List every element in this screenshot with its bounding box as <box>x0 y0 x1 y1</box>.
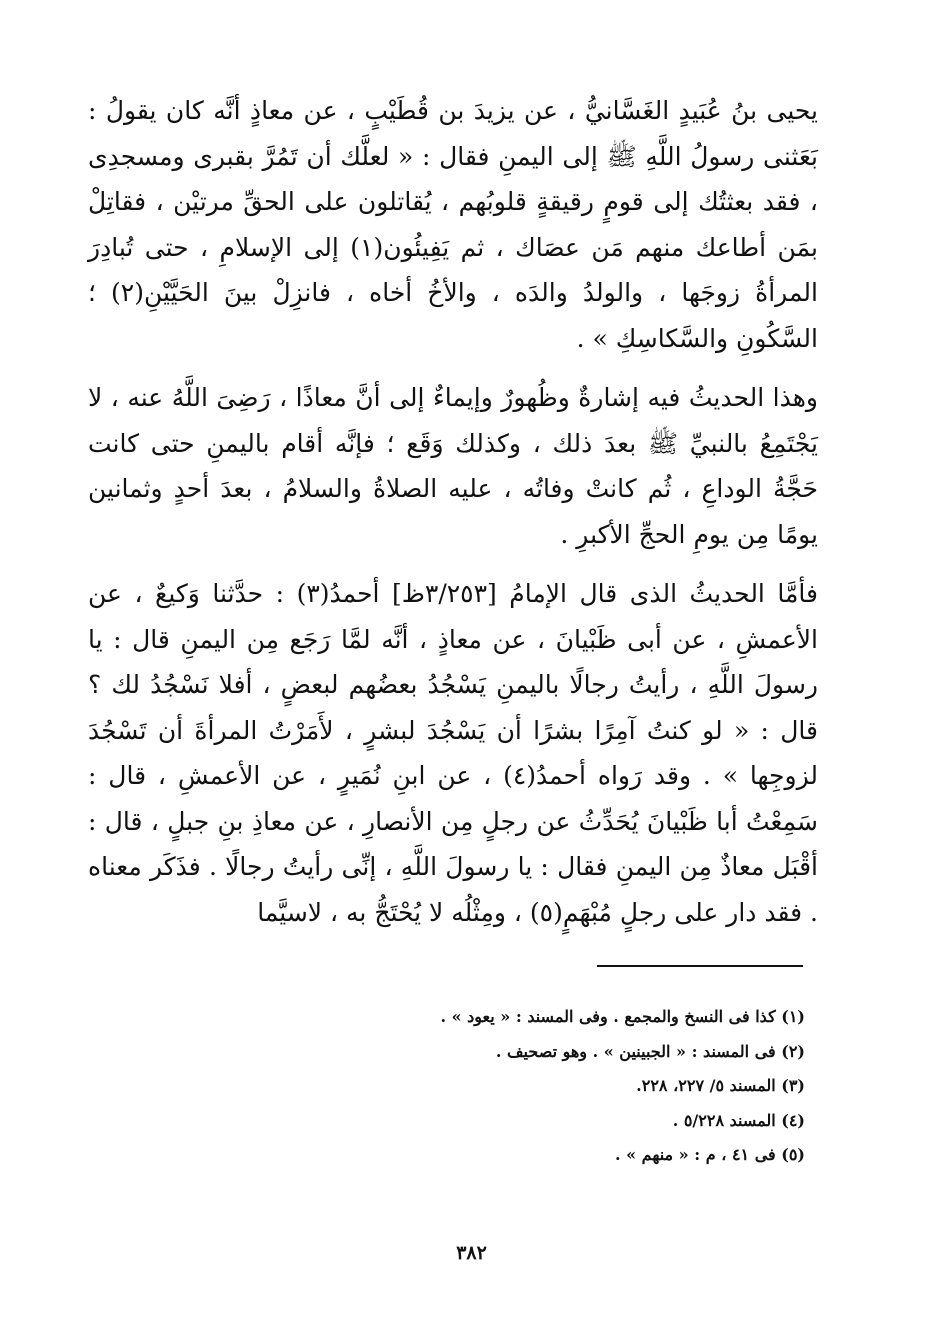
paragraph-hadith-prostration: فأمَّا الحديثُ الذى قال الإمامُ [٣/٢٥٣ظ] أحمدُ(٣) : حدَّثنا وَكيعٌ ، عن الأعمشِ ، عن أبى ظَبْيانَ ، عن معاذٍ ، أنَّه لمَّا رَجَع مِن اليمنِ قال : يا رسولَ اللَّهِ ، رأيتُ رجالًا باليمنِ يَسْجُدُ بعضُهم لبعضٍ ، أفلا نَسْجُدُ لك ؟ قال : « لو كنتُ آمِرًا بشرًا أن يَسْجُدَ لبشرٍ ، لأَمَرْتُ المرأةَ أن تَسْجُدَ لزوجِها » . وقد رَواه أحمدُ(٤) ، عن ابنِ نُمَيرٍ ، عن الأعمشِ ، قال : سَمِعْتُ أبا ظَبْيانَ يُحَدِّثُ عن رجلٍ مِن الأنصارِ ، عن معاذِ بنِ جبلٍ ، قال : أقْبَل معاذٌ مِن اليمنِ فقال : يا رسولَ اللَّهِ ، إنِّى رأيتُ رجالًا . فذَكَر معناه . فقد دار على رجلٍ مُبْهَمٍ(٥) ، ومِثْلُه لا يُحْتَجُّ به ، لاسيَّما <box>88 579 818 927</box>
page-number: ٣٨٢ <box>456 1242 487 1264</box>
footnote-5: (٥) فى ٤١ ، م : « منهم » . <box>614 1145 805 1164</box>
footnote-4: (٤) المسند ٥/٢٢٨ . <box>672 1110 805 1130</box>
main-text <box>88 88 818 935</box>
footnote-1: (١) كذا فى النسخ والمجمع . وفى المسند : « يعود » . <box>440 1007 805 1026</box>
paragraph-commentary: وهذا الحديثُ فيه إشارةٌ وظُهورٌ وإيماءٌ إلى أنَّ معاذًا ، رَضِىَ اللَّهُ عنه ، لا يَجْتَمِعُ بالنبيِّ ﷺ بعدَ ذلك ، وكذلك وَقَع ؛ فإنَّه أقام باليمنِ حتى كانت حَجَّةُ الوداعِ ، ثُم كانتْ وفاتُه ، عليه الصلاةُ والسلامُ ، بعدَ أحدٍ وثمانين يومًا مِن يومِ الحجِّ الأكبرِ . <box>88 383 818 549</box>
footnote-2: (٢) فى المسند : « الجبينين » . وهو تصحيف . <box>495 1041 805 1061</box>
footnote-divider <box>597 965 803 967</box>
footnotes <box>245 1000 805 1173</box>
footnote-3: (٣) المسند ٥/ ٢٢٧، ٢٢٨. <box>636 1076 805 1095</box>
paragraph-hadith-muadh-yemen: يحيى بنُ عُبَيدٍ الغَسَّانيُّ ، عن يزيدَ بن قُطَيْبٍ ، عن معاذٍ أنَّه كان يقولُ : بَعَثنى رسولُ اللَّهِ ﷺ إلى اليمنِ فقال : « لعلَّك أن تَمُرَّ بقبرى ومسجدِى ، فقد بعثتُك إلى قومٍ رقيقةٍ قلوبُهم ، يُقاتلون على الحقِّ مرتيْن ، فقاتِلْ بمَن أطاعك منهم مَن عصَاك ، ثم يَفِيئُون(١) إلى الإسلامِ ، حتى تُبادِرَ المرأةُ زوجَها ، والولدُ والدَه ، والأخُ أخاه ، فانزِلْ بينَ الحَيَّيْنِ(٢) ؛ السَّكُونِ والسَّكاسِكِ » . <box>88 96 818 353</box>
